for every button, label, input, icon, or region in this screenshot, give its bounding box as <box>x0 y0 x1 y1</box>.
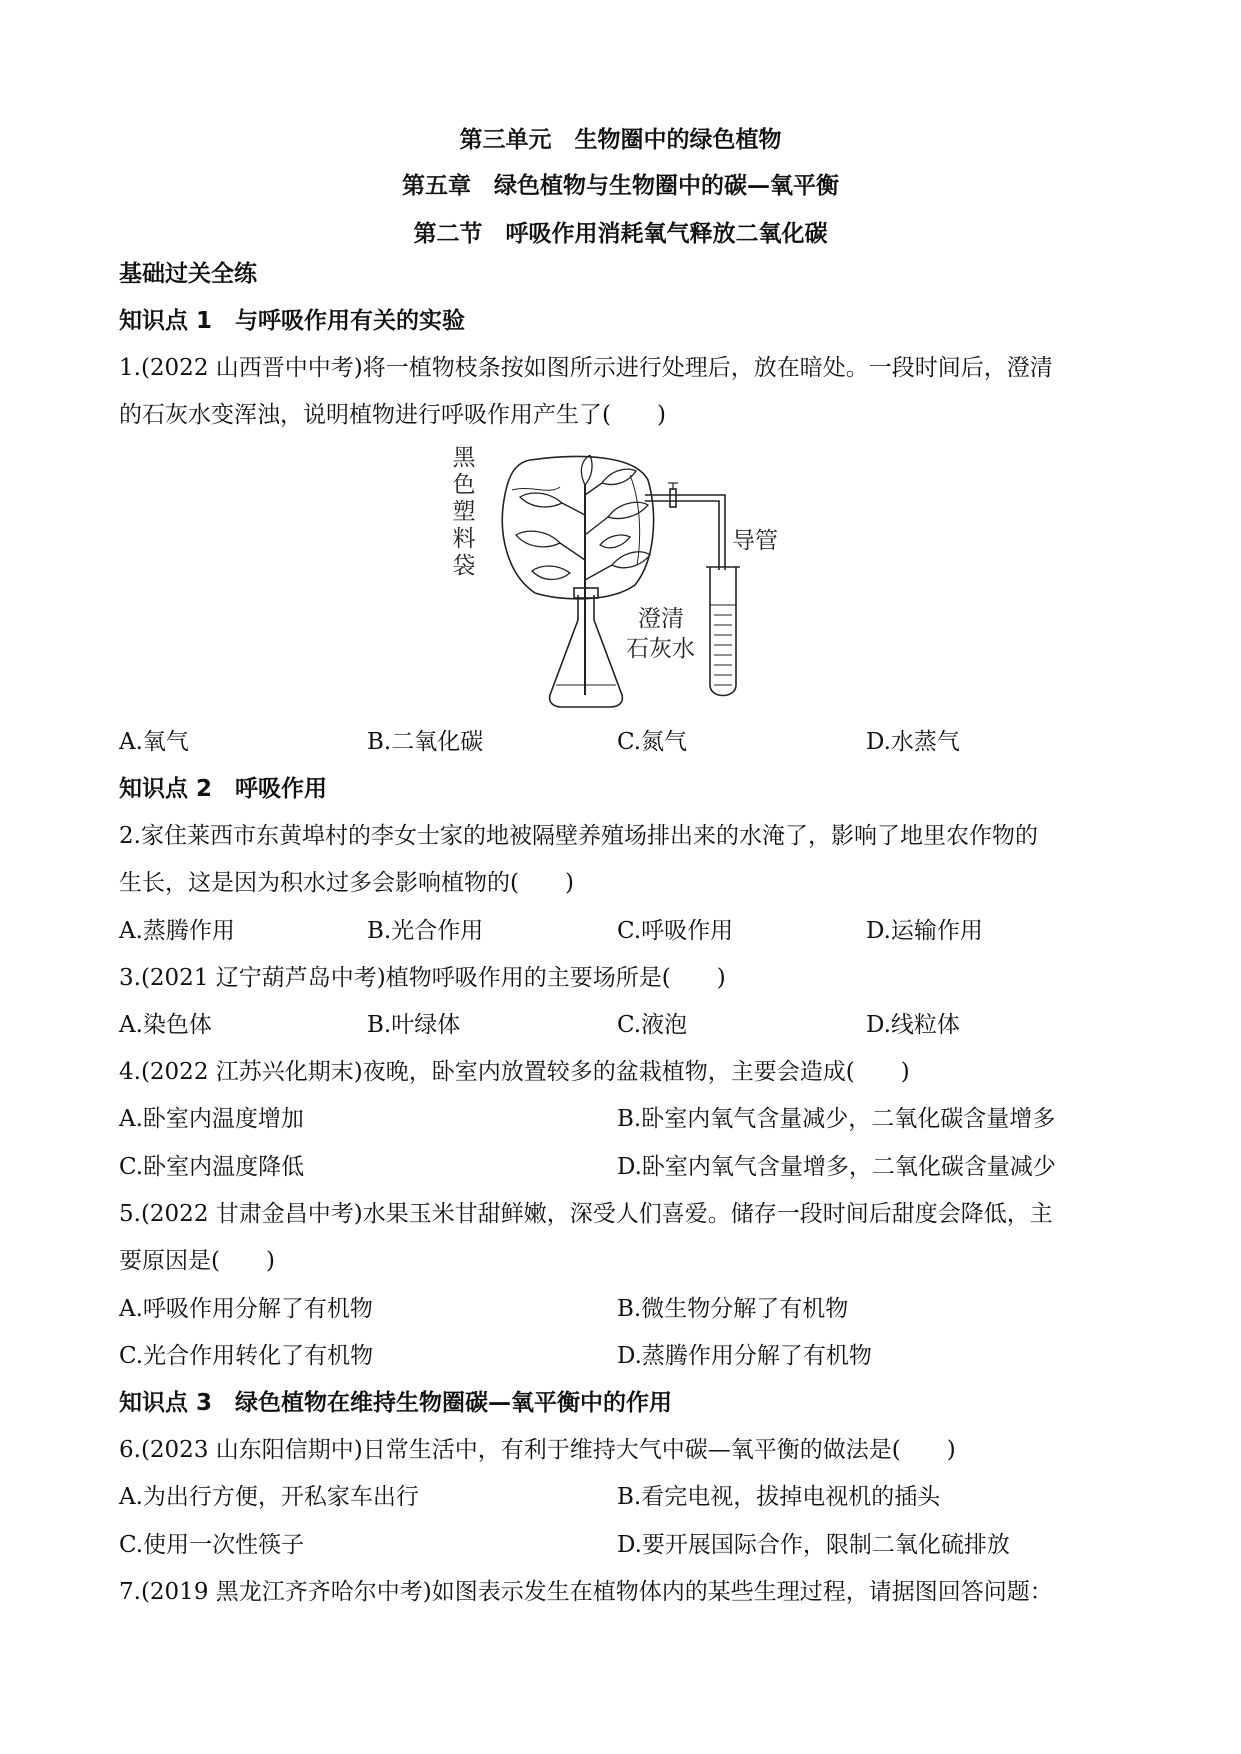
figure-bag-label: 黑色塑料袋 <box>452 445 476 579</box>
q5-option-c[interactable]: C.光合作用转化了有机物 <box>119 1343 374 1369</box>
q6-option-c[interactable]: C.使用一次性筷子 <box>119 1532 305 1558</box>
q5-option-d[interactable]: D.蒸腾作用分解了有机物 <box>617 1343 872 1369</box>
q6-option-b[interactable]: B.看完电视，拔掉电视机的插头 <box>617 1484 941 1510</box>
figure-tube-label: 导管 <box>732 528 778 554</box>
test-tube <box>706 567 740 696</box>
q4-option-d[interactable]: D.卧室内氧气含量增多，二氧化碳含量减少 <box>617 1154 1056 1180</box>
knowledge-point-1: 知识点 1 与呼吸作用有关的实验 <box>119 308 466 334</box>
practice-title: 基础过关全练 <box>119 261 257 287</box>
q3-option-d[interactable]: D.线粒体 <box>866 1012 960 1038</box>
q4-option-c[interactable]: C.卧室内温度降低 <box>119 1154 305 1180</box>
figure-limewater-label-2: 石灰水 <box>626 636 695 662</box>
question-3-line-1: 3.(2021 辽宁葫芦岛中考)植物呼吸作用的主要场所是( ) <box>119 965 726 991</box>
q2-option-c[interactable]: C.呼吸作用 <box>617 918 734 944</box>
q5-option-a[interactable]: A.呼吸作用分解了有机物 <box>119 1296 373 1322</box>
q6-option-d[interactable]: D.要开展国际合作，限制二氧化硫排放 <box>617 1532 1010 1558</box>
q6-option-a[interactable]: A.为出行方便，开私家车出行 <box>119 1484 419 1510</box>
q5-option-b[interactable]: B.微生物分解了有机物 <box>617 1296 849 1322</box>
connection-tube <box>645 483 725 570</box>
question-5-line-1: 5.(2022 甘肃金昌中考)水果玉米甘甜鲜嫩，深受人们喜爱。储存一段时间后甜度会降低，主 <box>119 1201 1053 1227</box>
question-4-line-1: 4.(2022 江苏兴化期末)夜晚，卧室内放置较多的盆栽植物，主要会造成( ) <box>119 1059 910 1085</box>
knowledge-point-3: 知识点 3 绿色植物在维持生物圈碳—氧平衡中的作用 <box>119 1390 673 1416</box>
chapter-title: 第五章 绿色植物与生物圈中的碳—氧平衡 <box>402 173 839 199</box>
q2-option-b[interactable]: B.光合作用 <box>367 918 484 944</box>
knowledge-point-2: 知识点 2 呼吸作用 <box>119 776 328 802</box>
q3-option-a[interactable]: A.染色体 <box>119 1012 212 1038</box>
q4-option-b[interactable]: B.卧室内氧气含量减少，二氧化碳含量增多 <box>617 1106 1056 1132</box>
figure-limewater-label-1: 澄清 <box>638 606 684 632</box>
question-2-line-1: 2.家住莱西市东黄埠村的李女士家的地被隔壁养殖场排出来的水淹了，影响了地里农作物的 <box>119 823 1038 849</box>
section-title: 第二节 呼吸作用消耗氧气释放二氧化碳 <box>413 221 828 247</box>
unit-title: 第三单元 生物圈中的绿色植物 <box>459 127 782 153</box>
question-2-line-2: 生长，这是因为积水过多会影响植物的( ) <box>119 870 574 896</box>
respiration-experiment-figure <box>490 455 750 715</box>
question-6-line-1: 6.(2023 山东阳信期中)日常生活中，有利于维持大气中碳—氧平衡的做法是( ) <box>119 1437 956 1463</box>
question-1-line-1: 1.(2022 山西晋中中考)将一植物枝条按如图所示进行处理后，放在暗处。一段时间后，澄清 <box>119 355 1053 381</box>
q1-option-a[interactable]: A.氧气 <box>119 729 189 755</box>
question-5-line-2: 要原因是( ) <box>119 1248 275 1274</box>
q3-option-c[interactable]: C.液泡 <box>617 1012 688 1038</box>
leaves <box>516 455 650 580</box>
q3-option-b[interactable]: B.叶绿体 <box>367 1012 461 1038</box>
q1-option-c[interactable]: C.氮气 <box>617 729 688 755</box>
question-1-line-2: 的石灰水变浑浊，说明植物进行呼吸作用产生了( ) <box>119 402 666 428</box>
q1-option-d[interactable]: D.水蒸气 <box>866 729 960 755</box>
question-7-line-1: 7.(2019 黑龙江齐齐哈尔中考)如图表示发生在植物体内的某些生理过程，请据图回答问题： <box>119 1579 1053 1605</box>
q2-option-a[interactable]: A.蒸腾作用 <box>119 918 235 944</box>
q1-option-b[interactable]: B.二氧化碳 <box>367 729 484 755</box>
q4-option-a[interactable]: A.卧室内温度增加 <box>119 1106 304 1132</box>
q2-option-d[interactable]: D.运输作用 <box>866 918 983 944</box>
